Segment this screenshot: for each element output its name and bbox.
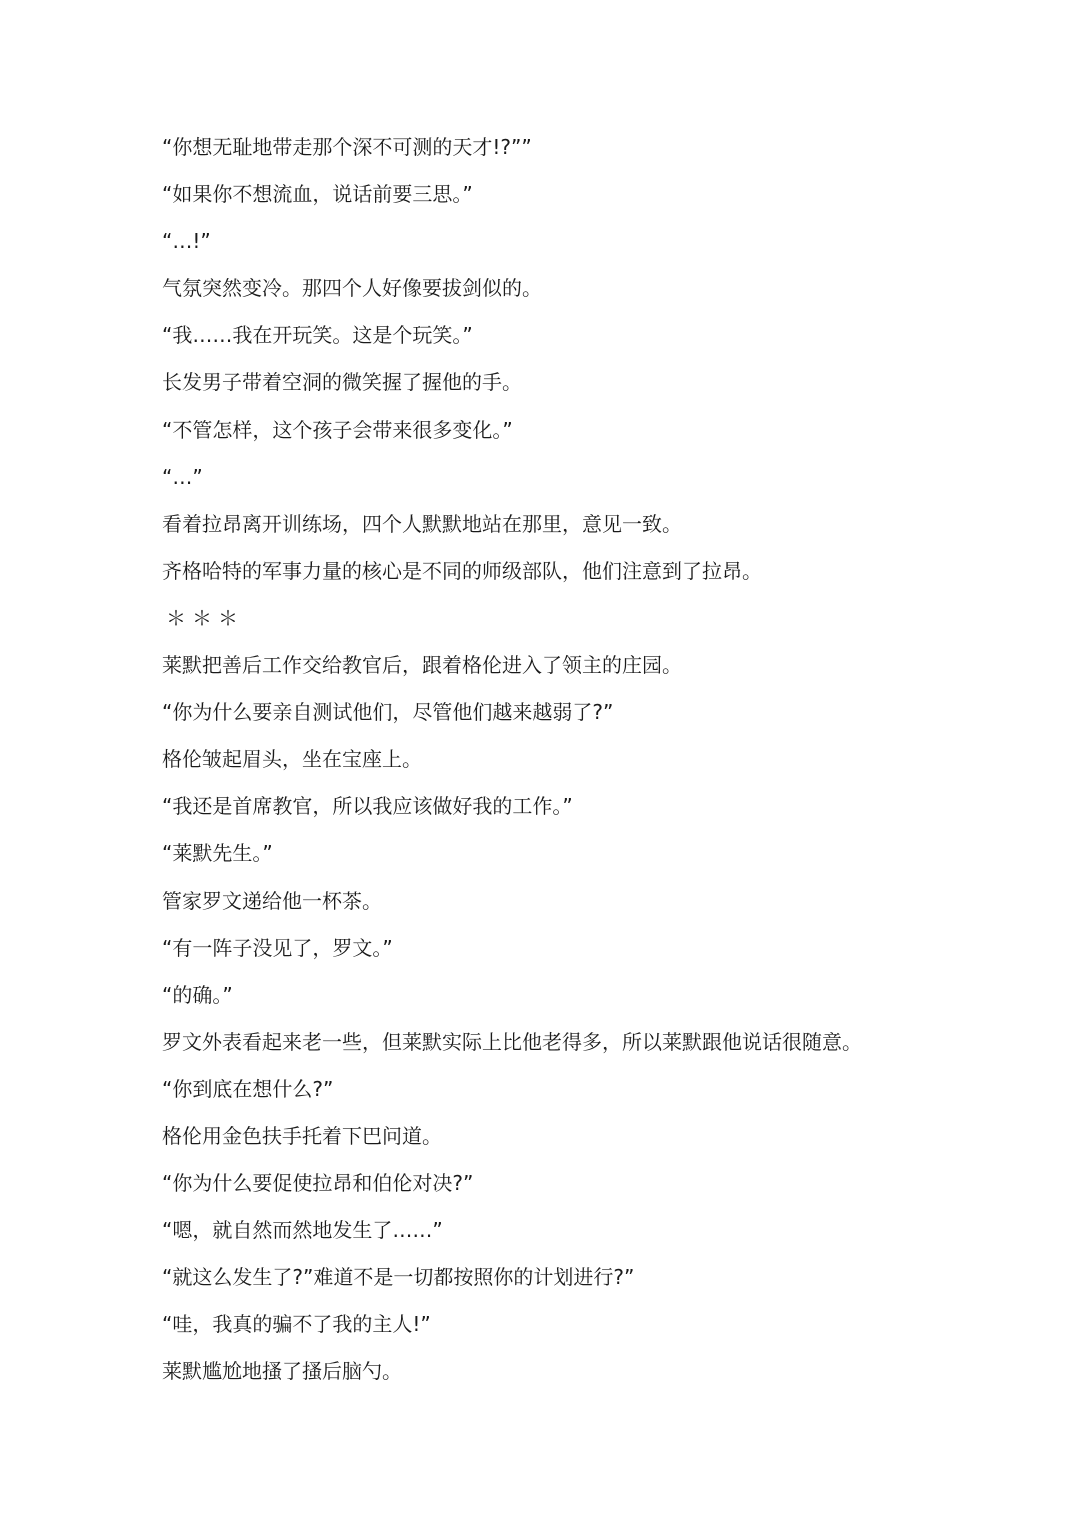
paragraph: “不管怎样，这个孩子会带来很多变化。” xyxy=(162,417,513,442)
paragraph: 长发男子带着空洞的微笑握了握他的手。 xyxy=(162,370,522,395)
paragraph: “的确。” xyxy=(162,982,233,1007)
paragraph: “如果你不想流血，说话前要三思。” xyxy=(162,182,473,207)
paragraph: “你为什么要亲自测试他们，尽管他们越来越弱了?” xyxy=(162,700,614,725)
paragraph: 罗文外表看起来老一些，但莱默实际上比他老得多，所以莱默跟他说话很随意。 xyxy=(162,1029,862,1054)
paragraph: “你到底在想什么?” xyxy=(162,1076,334,1101)
paragraph: 看着拉昂离开训练场，四个人默默地站在那里，意见一致。 xyxy=(162,511,682,536)
paragraph: 管家罗文递给他一杯茶。 xyxy=(162,888,382,913)
paragraph: “你为什么要促使拉昂和伯伦对决?” xyxy=(162,1171,474,1196)
paragraph: “嗯，就自然而然地发生了……” xyxy=(162,1218,443,1243)
paragraph: “你想无耻地带走那个深不可测的天才!?”” xyxy=(162,135,532,159)
paragraph: “…!” xyxy=(162,229,211,254)
paragraph: 格伦皱起眉头，坐在宝座上。 xyxy=(162,747,422,772)
document-page xyxy=(162,124,1022,1396)
paragraph: 格伦用金色扶手托着下巴问道。 xyxy=(162,1123,442,1148)
paragraph: “莱默先生。” xyxy=(162,841,273,866)
paragraph: “有一阵子没见了，罗文。” xyxy=(162,935,393,960)
paragraph: 莱默把善后工作交给教官后，跟着格伦进入了领主的庄园。 xyxy=(162,653,682,678)
paragraph: “…” xyxy=(162,464,203,489)
section-separator: ＊＊＊ xyxy=(166,605,244,630)
paragraph: 齐格哈特的军事力量的核心是不同的师级部队，他们注意到了拉昂。 xyxy=(162,558,762,583)
paragraph: “我还是首席教官，所以我应该做好我的工作。” xyxy=(162,794,573,819)
paragraph: “我……我在开玩笑。这是个玩笑。” xyxy=(162,323,473,348)
paragraph: 气氛突然变冷。那四个人好像要拔剑似的。 xyxy=(162,276,542,301)
paragraph: “就这么发生了?”难道不是一切都按照你的计划进行?” xyxy=(162,1265,635,1290)
paragraph: 莱默尴尬地搔了搔后脑勺。 xyxy=(162,1359,402,1384)
paragraph: “哇，我真的骗不了我的主人!” xyxy=(162,1312,431,1337)
